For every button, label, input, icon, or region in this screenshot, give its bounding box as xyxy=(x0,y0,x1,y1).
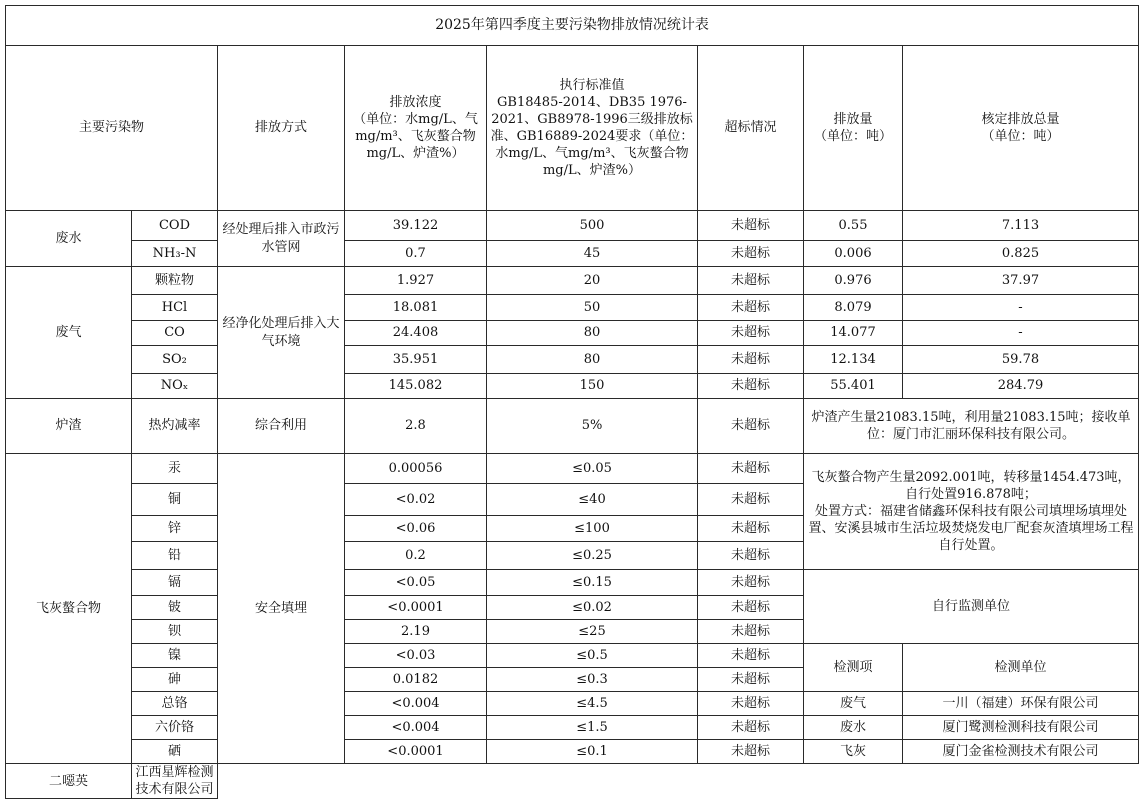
method-exhaust: 经净化处理后排入大气环境 xyxy=(218,267,345,399)
conc-cell: <0.0001 xyxy=(345,596,487,620)
item-cell: 锌 xyxy=(132,516,218,542)
conc-cell: <0.004 xyxy=(345,692,487,716)
std-cell: ≤100 xyxy=(487,516,698,542)
status-cell: 未超标 xyxy=(698,241,804,267)
status-cell: 未超标 xyxy=(698,516,804,542)
approved-cell: - xyxy=(903,321,1139,346)
std-cell: ≤25 xyxy=(487,620,698,644)
amount-cell: 55.401 xyxy=(804,374,903,399)
std-cell: ≤0.5 xyxy=(487,644,698,668)
status-cell: 未超标 xyxy=(698,374,804,399)
std-cell: ≤0.1 xyxy=(487,740,698,764)
item-cell: NH₃-N xyxy=(132,241,218,267)
item-cell: 硒 xyxy=(132,740,218,764)
status-cell: 未超标 xyxy=(698,716,804,740)
status-cell: 未超标 xyxy=(698,267,804,295)
approved-cell: 284.79 xyxy=(903,374,1139,399)
item-cell: 汞 xyxy=(132,454,218,484)
std-cell: ≤40 xyxy=(487,484,698,516)
conc-cell: 39.122 xyxy=(345,211,487,241)
status-cell: 未超标 xyxy=(698,346,804,374)
table-row xyxy=(6,644,1139,668)
status-cell: 未超标 xyxy=(698,596,804,620)
conc-cell: <0.004 xyxy=(345,716,487,740)
item-cell: 钡 xyxy=(132,620,218,644)
status-cell: 未超标 xyxy=(698,321,804,346)
monitoring-header-item: 检测项 xyxy=(804,644,903,692)
monitoring-item: 二噁英 xyxy=(6,764,132,799)
table-row xyxy=(6,346,1139,374)
approved-cell: 7.113 xyxy=(903,211,1139,241)
table-row xyxy=(6,740,1139,764)
amount-cell: 0.55 xyxy=(804,211,903,241)
status-cell: 未超标 xyxy=(698,740,804,764)
method-wastewater: 经处理后排入市政污水管网 xyxy=(218,211,345,267)
approved-cell: 37.97 xyxy=(903,267,1139,295)
conc-cell: <0.05 xyxy=(345,570,487,596)
item-cell: 铅 xyxy=(132,542,218,570)
conc-cell: 0.0182 xyxy=(345,668,487,692)
std-cell: 500 xyxy=(487,211,698,241)
item-cell: SO₂ xyxy=(132,346,218,374)
header-concentration: 排放浓度 （单位：水mg/L、气mg/m³、飞灰螯合物mg/L、炉渣%） xyxy=(345,46,487,211)
table-row xyxy=(6,716,1139,740)
approved-cell: 0.825 xyxy=(903,241,1139,267)
conc-cell: <0.0001 xyxy=(345,740,487,764)
std-cell: ≤0.05 xyxy=(487,454,698,484)
status-cell: 未超标 xyxy=(698,570,804,596)
status-cell: 未超标 xyxy=(698,668,804,692)
status-cell: 未超标 xyxy=(698,542,804,570)
category-flyash: 飞灰螯合物 xyxy=(6,454,132,764)
std-cell: 80 xyxy=(487,321,698,346)
std-cell: ≤0.25 xyxy=(487,542,698,570)
table-row xyxy=(6,570,1139,596)
monitoring-unit: 厦门鹭测检测科技有限公司 xyxy=(903,716,1139,740)
conc-cell: 1.927 xyxy=(345,267,487,295)
item-cell: 镍 xyxy=(132,644,218,668)
pollutant-emission-table xyxy=(5,5,1139,799)
monitoring-unit: 江西星辉检测技术有限公司 xyxy=(132,764,218,799)
table-title: 2025年第四季度主要污染物排放情况统计表 xyxy=(6,6,1139,46)
std-cell: 45 xyxy=(487,241,698,267)
status-cell: 未超标 xyxy=(698,399,804,454)
header-pollutant: 主要污染物 xyxy=(6,46,218,211)
table-row xyxy=(6,764,1139,799)
std-cell: ≤4.5 xyxy=(487,692,698,716)
method-slag: 综合利用 xyxy=(218,399,345,454)
header-method: 排放方式 xyxy=(218,46,345,211)
approved-cell: - xyxy=(903,295,1139,321)
monitoring-title: 自行监测单位 xyxy=(804,570,1139,644)
table-row xyxy=(6,211,1139,241)
table-row xyxy=(6,399,1139,454)
conc-cell: <0.02 xyxy=(345,484,487,516)
table-row xyxy=(6,454,1139,484)
monitoring-header-unit: 检测单位 xyxy=(903,644,1139,692)
item-cell: NOₓ xyxy=(132,374,218,399)
conc-cell: <0.06 xyxy=(345,516,487,542)
method-flyash: 安全填埋 xyxy=(218,454,345,764)
header-standard: 执行标准值 GB18485-2014、DB35 1976-2021、GB8978-1996三级排放标准、GB16889-2024要求（单位：水mg/L、气mg/m³、飞灰螯合物mg/L、炉渣%） xyxy=(487,46,698,211)
item-cell: COD xyxy=(132,211,218,241)
std-cell: ≤0.15 xyxy=(487,570,698,596)
item-cell: HCl xyxy=(132,295,218,321)
table-row xyxy=(6,241,1139,267)
conc-cell: 2.8 xyxy=(345,399,487,454)
table-row xyxy=(6,321,1139,346)
category-wastewater: 废水 xyxy=(6,211,132,267)
monitoring-unit: 一川（福建）环保有限公司 xyxy=(903,692,1139,716)
monitoring-item: 废水 xyxy=(804,716,903,740)
table-row xyxy=(6,692,1139,716)
amount-cell: 14.077 xyxy=(804,321,903,346)
status-cell: 未超标 xyxy=(698,295,804,321)
category-slag: 炉渣 xyxy=(6,399,132,454)
amount-cell: 0.976 xyxy=(804,267,903,295)
std-cell: ≤0.3 xyxy=(487,668,698,692)
conc-cell: 0.2 xyxy=(345,542,487,570)
status-cell: 未超标 xyxy=(698,211,804,241)
table-row xyxy=(6,295,1139,321)
std-cell: ≤1.5 xyxy=(487,716,698,740)
item-cell: 六价铬 xyxy=(132,716,218,740)
item-cell: 热灼减率 xyxy=(132,399,218,454)
status-cell: 未超标 xyxy=(698,620,804,644)
conc-cell: 0.00056 xyxy=(345,454,487,484)
category-exhaust: 废气 xyxy=(6,267,132,399)
status-cell: 未超标 xyxy=(698,644,804,668)
conc-cell: 2.19 xyxy=(345,620,487,644)
std-cell: ≤0.02 xyxy=(487,596,698,620)
std-cell: 50 xyxy=(487,295,698,321)
header-exceed: 超标情况 xyxy=(698,46,804,211)
item-cell: 铜 xyxy=(132,484,218,516)
header-approved: 核定排放总量 （单位：吨） xyxy=(903,46,1139,211)
item-cell: 镉 xyxy=(132,570,218,596)
slag-note: 炉渣产生量21083.15吨，利用量21083.15吨；接收单位：厦门市汇丽环保科技有限公司。 xyxy=(804,399,1139,454)
monitoring-item: 飞灰 xyxy=(804,740,903,764)
amount-cell: 8.079 xyxy=(804,295,903,321)
std-cell: 150 xyxy=(487,374,698,399)
std-cell: 80 xyxy=(487,346,698,374)
monitoring-unit: 厦门金雀检测技术有限公司 xyxy=(903,740,1139,764)
conc-cell: 0.7 xyxy=(345,241,487,267)
status-cell: 未超标 xyxy=(698,692,804,716)
std-cell: 5% xyxy=(487,399,698,454)
conc-cell: 35.951 xyxy=(345,346,487,374)
item-cell: 颗粒物 xyxy=(132,267,218,295)
approved-cell: 59.78 xyxy=(903,346,1139,374)
conc-cell: 24.408 xyxy=(345,321,487,346)
amount-cell: 0.006 xyxy=(804,241,903,267)
monitoring-item: 废气 xyxy=(804,692,903,716)
conc-cell: 18.081 xyxy=(345,295,487,321)
conc-cell: 145.082 xyxy=(345,374,487,399)
item-cell: CO xyxy=(132,321,218,346)
status-cell: 未超标 xyxy=(698,484,804,516)
item-cell: 砷 xyxy=(132,668,218,692)
item-cell: 铍 xyxy=(132,596,218,620)
status-cell: 未超标 xyxy=(698,454,804,484)
flyash-note: 飞灰螯合物产生量2092.001吨，转移量1454.473吨，自行处置916.878吨； 处置方式：福建省储鑫环保科技有限公司填埋场填埋处置、安溪县城市生活垃圾焚烧发电厂配套灰渣填埋场工程自行处置。 xyxy=(804,454,1139,570)
item-cell: 总铬 xyxy=(132,692,218,716)
conc-cell: <0.03 xyxy=(345,644,487,668)
table-row xyxy=(6,374,1139,399)
amount-cell: 12.134 xyxy=(804,346,903,374)
header-amount: 排放量 （单位：吨） xyxy=(804,46,903,211)
table-row xyxy=(6,267,1139,295)
std-cell: 20 xyxy=(487,267,698,295)
